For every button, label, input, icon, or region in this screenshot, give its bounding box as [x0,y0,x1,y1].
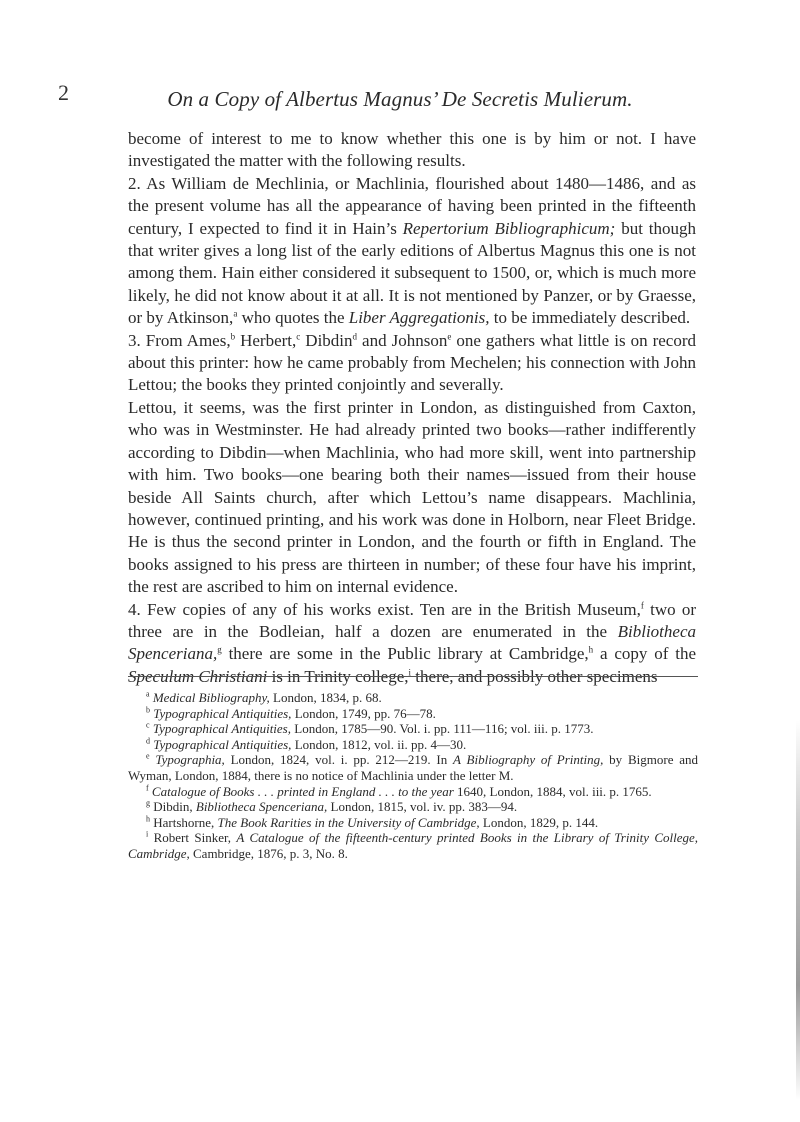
paragraph-4: Lettou, it seems, was the first printer in London, as distinguished from Caxton, who was in Westminster. He had already printed two books—rather indifferently according to Dibdin—when Machlinia, who had more skill, went into partnership with him. Two books—one bearing both their names—issued from their house beside All Saints church, after which Lettou’s name disappears. Machlinia, however, continued printing, and his work was done in Holborn, near Fleet Bridge. He is thus the second printer in London, and the fourth or fifth in England. The books assigned to his press are thirteen in number; of these four have his imprint, the rest are ascribed to him on internal evidence. [128,397,696,597]
footnote-divider [128,676,698,677]
footnote-e [128,752,698,783]
paragraph-5 [128,599,696,689]
paragraph-2 [128,173,696,330]
footnote-mark: i [146,830,149,840]
text: but though that writer gives a long list of the early editions of Albertus Magnus this one is not among them. Hain either considered it subsequent to 1500, or, which is much more likely, he did not know about it at all. It is not mentioned by Panzer, or by Graesse, or by Atkinson, [128,218,696,328]
footnote-mark: f [146,783,149,793]
text: Herbert, [235,330,297,350]
text: London, 1785—90. Vol. i. pp. 111—116; vol. iii. p. 1773. [291,721,594,737]
text: a copy of the [593,644,696,664]
text: 4. Few copies of any of his works exist. Ten are in the British Museum, [128,599,641,619]
footnote-i [128,830,698,861]
footnote-ref-b[interactable]: b [230,331,236,341]
book-title: Typographical Antiquities, [153,736,292,752]
text: by Bigmore and Wyman, London, 1884, there is no notice of Machlinia under the letter M. [128,752,699,783]
book-title: Typographical Antiquities, [152,721,291,737]
footnote-mark: h [146,814,150,824]
book-title: Medical Bibliography, [152,690,270,705]
text: Dibdin, [153,799,196,815]
text: London, 1815, vol. iv. pp. 383—94. [327,799,518,815]
footnote-ref-h[interactable]: h [588,644,594,655]
body-text [128,128,696,688]
text: Dibdin [300,330,353,350]
footnote-ref-c[interactable]: c [296,331,301,341]
footnote-g [128,799,698,815]
text: London, 1749, pp. 76—78. [291,705,436,721]
footnote-h [128,815,698,831]
book-title: Speculum Christiani [128,666,268,686]
book-title: Catalogue of Books . . . printed in England . . . to the year [151,783,454,799]
text: 2. As William de Mechlinia, or Machlinia, flourished about 1480—1486, and as the present volume has all the appearance of having been printed in the fifteenth century, I expected to find it in Hain’s [128,173,696,238]
footnotes [128,690,698,862]
text: is in Trinity college, [267,666,409,686]
footnote-ref-d[interactable]: d [352,331,358,341]
text: one gathers what little is on record about this printer: how he came probably from Mechelen; his connection with John Lettou; the books they printed conjointly and severally. [128,330,696,395]
page-edge-shadow [796,720,800,1100]
book-title: Typographia, [155,752,225,768]
book-title: The Book Rarities in the University of Cambridge, [217,814,480,830]
text: London, 1812, vol. ii. pp. 4—30. [291,736,467,752]
text: London, 1824, vol. i. pp. 212—219. In [224,752,454,768]
running-head: On a Copy of Albertus Magnus’ De Secretis Mulierum. [167,87,633,111]
text: two or three are in the Bodleian, half a dozen are enumerated in the [128,599,696,641]
text: to be immediately described. [489,308,691,328]
footnote-c [128,721,698,737]
text: London, 1834, p. 68. [269,690,382,705]
text: Cambridge, 1876, p. 3, No. 8. [189,845,348,861]
footnote-mark: a [146,689,150,699]
text: 3. From Ames, [128,330,231,350]
footnote-ref-g[interactable]: g [217,644,222,655]
book-title: Bibliotheca Spenceriana, [128,621,696,664]
book-title: A Catalogue of the fifteenth-century printed Books in the Library of Trinity College, Cambridge, [128,830,699,861]
text: London, 1829, p. 144. [479,814,599,830]
footnote-f [128,784,698,800]
footnote-mark: d [146,736,150,746]
text: 1640, London, 1884, vol. iii. p. 1765. [453,783,652,799]
book-title: Repertorium Bibliographicum; [402,218,616,238]
footnote-d [128,737,698,753]
footnote-ref-a[interactable]: a [233,308,238,319]
paragraph-1: become of interest to me to know whether this one is by him or not. I have investigated the matter with the following results. [128,129,696,171]
text: who quotes the [237,308,349,328]
footnote-ref-i[interactable]: i [408,667,412,678]
text: and Johnson [357,330,448,350]
book-title: Bibliotheca Spenceriana, [195,799,328,815]
footnote-mark: g [146,798,150,808]
footnote-ref-f[interactable]: f [640,599,644,610]
book-title: A Bibliography of Printing, [453,752,604,768]
footnote-mark: e [146,752,150,762]
footnote-mark: b [146,705,150,715]
page-number: 2 [58,80,69,105]
footnote-b [128,706,698,722]
text: Robert Sinker, [153,830,237,846]
text: there, and possibly other specimens [411,666,658,686]
book-title: Liber Aggregationis, [348,308,490,328]
paragraph-3 [128,330,696,397]
text: Hartshorne, [153,814,218,830]
footnote-ref-e[interactable]: e [447,331,452,341]
footnote-a [128,690,698,706]
text: there are some in the Public library at Cambridge, [221,644,589,664]
book-title: Typographical Antiquities, [153,705,292,721]
footnote-mark: c [146,720,150,730]
